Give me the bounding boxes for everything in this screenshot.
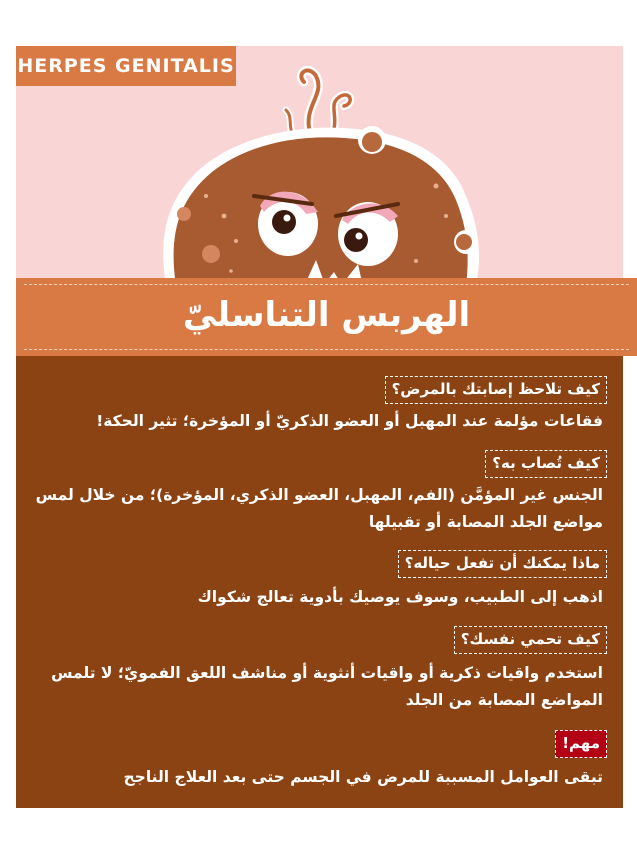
question-transmission: كيف تُصاب به؟ <box>485 450 607 478</box>
answer-treatment: اذهب إلى الطبيب، وسوف يوصيك بأدوية تعالج شكواك <box>197 588 603 606</box>
question-protection: كيف تحمي نفسك؟ <box>454 626 607 654</box>
answer-symptoms: فقاعات مؤلمة عند المهبل أو العضو الذكريّ أو المؤخرة؛ تثير الحكة! <box>96 412 603 430</box>
answer-protection: استخدم واقيات ذكرية أو واقيات أنثوية أو مناشف اللعق الفمويّ؛ لا تلمس المواضع المصابة من الجلد <box>51 664 603 709</box>
question-treatment: ماذا يمكنك أن تفعل حياله؟ <box>398 550 607 578</box>
answer-transmission: الجنس غير المؤمَّن (الفم، المهبل، العضو الذكري، المؤخرة)؛ من خلال لمس مواضع الجلد المصابة أو تقبيلها <box>35 486 603 531</box>
page-title: الهربس التناسليّ <box>182 295 471 335</box>
answer-important: تبقى العوامل المسببة للمرض في الجسم حتى بعد العلاج الناجح <box>123 768 603 786</box>
question-symptoms: كيف تلاحظ إصابتك بالمرض؟ <box>385 376 607 404</box>
disease-tag: HERPES GENITALIS <box>16 46 236 86</box>
important-badge: مهم! <box>555 730 607 758</box>
title-banner <box>16 278 637 356</box>
